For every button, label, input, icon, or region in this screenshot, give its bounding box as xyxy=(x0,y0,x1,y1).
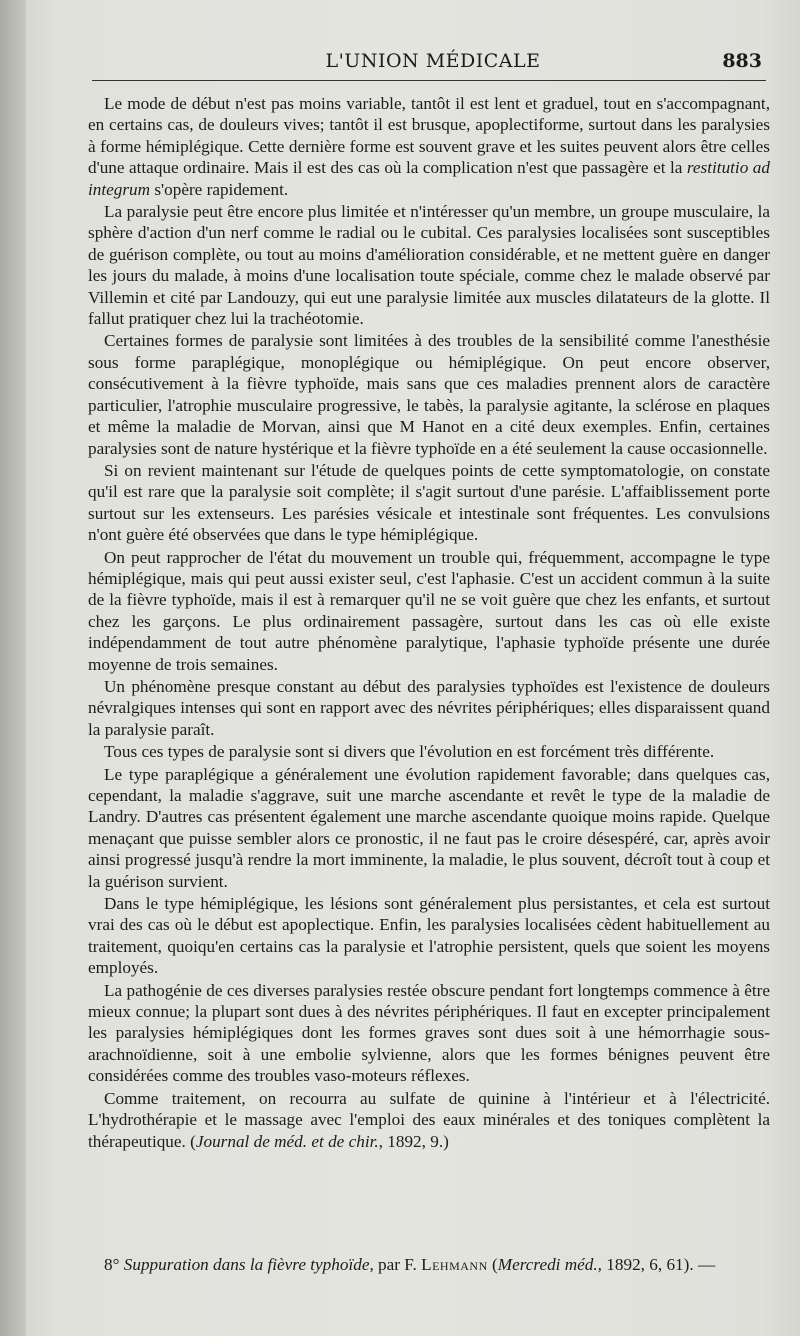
paragraph-10: La pathogénie de ces diverses paralysies restée obscure pendant fort longtemps commence à être mieux connue; la plupart sont dues à des névrites périphériques. Il faut en excepter principalement les paralysies hémiplégiques dont les formes graves sont dues soit à une hémorrhagie sous-arachnoïdienne, soit à une embolie sylvienne, alors que les formes bénignes peuvent être considérées comme des troubles vaso-moteurs réflexes. xyxy=(88,980,770,1086)
header-rule xyxy=(92,80,766,81)
treatment-text: Comme traitement, on recourra au sulfate de quinine à l'intérieur et à l'électricité. L'hydrothérapie et le massage avec l'emploi des eaux minérales et des toniques complètent la thérapeutique. ( xyxy=(88,1088,770,1151)
paragraph-4: Si on revient maintenant sur l'étude de quelques points de cette symptomatologie, on constate qu'il est rare que la paralysie soit complète; il s'agit surtout d'une parésie. L'affaiblissement porte surtout sur les extenseurs. Les parésies vésicale et intestinale sont fréquentes. Les convulsions n'ont guère été observées que dans le type hémiplégique. xyxy=(88,460,770,545)
paragraph-8: Le type paraplégique a généralement une évolution rapidement favorable; dans quelques cas, cependant, la maladie s'aggrave, suit une marche ascendante et revêt le type de la maladie de Landry. D'autres cas présentent également une marche ascendante quoique moins rapide. Quelque menaçant que puisse sembler alors ce pronostic, il ne faut pas le croire désespéré, car, après avoir ainsi progressé jusqu'à rendre la mort imminente, la maladie, le plus souvent, décroît tout à coup et la guérison survient. xyxy=(88,764,770,891)
paragraph-11 xyxy=(88,1088,770,1152)
citation-journal: Journal de méd. et de chir. xyxy=(195,1131,379,1151)
source-open: ( xyxy=(492,1255,498,1274)
source-rest: 1892, 6, 61). — xyxy=(606,1255,716,1274)
item-by: par xyxy=(378,1255,400,1274)
item-number: 8° xyxy=(104,1255,120,1274)
page-binding-edge xyxy=(0,0,26,1336)
paragraph-1-end: s'opère rapidement. xyxy=(150,179,289,199)
author-initial: F. xyxy=(404,1255,417,1274)
article-body xyxy=(88,93,770,1152)
paragraph-6: Un phénomène presque constant au début des paralysies typhoïdes est l'existence de douleurs névralgiques intenses qui sont en rapport avec des névrites périphériques; elles disparaissent quand la paralysie paraît. xyxy=(88,676,770,739)
item-title: Suppuration dans la fièvre typhoïde, xyxy=(123,1255,374,1274)
citation-rest: , 1892, 9.) xyxy=(378,1131,449,1151)
paragraph-9: Dans le type hémiplégique, les lésions sont généralement plus persistantes, et cela est surtout vrai des cas où le début est apoplectique. Enfin, les paralysies localisées cèdent habituellement au traitement, quoiqu'en certains cas la paralysie et l'atrophie persistent, quels que soient les moyens employés. xyxy=(88,894,770,978)
paragraph-2: La paralysie peut être encore plus limitée et n'intéresser qu'un membre, un groupe musculaire, la sphère d'action d'un nerf comme le radial ou le cubital. Ces paralysies localisées sont susceptibles de guérison complète, ou tout au moins d'amélioration considérable, et ne mettent guère en danger les jours du malade, à moins d'une localisation toute spéciale, comme chez le malade observé par Villemin et cité par Landouzy, qui eut une paralysie limitée aux muscles dilatateurs de la glotte. Il fallut pratiquer chez lui la trachéotomie. xyxy=(88,202,770,329)
running-head xyxy=(96,48,770,76)
running-title: L'UNION MÉDICALE xyxy=(325,50,541,72)
paragraph-1-text: Le mode de début n'est pas moins variable, tantôt il est lent et graduel, tout en s'accompagnant, en certains cas, de douleurs vives; tantôt il est brusque, apoplectiforme, surtout dans les paralysies à forme hémiplégique. Cette dernière forme est souvent grave et les suites peuvent alors être celles d'une attaque ordinaire. Mais il est des cas où la complication n'est que passagère et la xyxy=(88,94,770,178)
paragraph-1 xyxy=(88,93,770,200)
source-journal: Mercredi méd., xyxy=(497,1255,602,1274)
paragraph-5: On peut rapprocher de l'état du mouvement un trouble qui, fréquemment, accompagne le type hémiplégique, mais qui peut aussi exister seul, c'est l'aphasie. C'est un accident commun à la suite de la fièvre typhoïde, mais il est à remarquer qu'il ne se voit guère que chez les enfants, et surtout chez les garçons. Le plus ordinairement passagère, surtout dans les cas où elle existe indépendamment de tout autre phénomène paralytique, l'aphasie typhoïde présente une durée moyenne de trois semaines. xyxy=(88,547,770,674)
page-number: 883 xyxy=(722,50,762,72)
latin-phrase: restitutio ad integrum xyxy=(88,158,770,199)
paragraph-7: Tous ces types de paralysie sont si divers que l'évolution en est forcément très différente. xyxy=(104,742,715,762)
paragraph-3: Certaines formes de paralysie sont limitées à des troubles de la sensibilité comme l'anesthésie sous forme paraplégique, monoplégique ou hémiplégique. On peut encore observer, consécutivement à la fièvre typhoïde, mais sans que ces maladies prennent alors de caractère particulier, l'atrophie musculaire progressive, le tabès, la paralysie agitante, la sclérose en plaques et même la maladie de Morvan, ainsi que M Hanot en a cité deux exemples. Enfin, certaines paralysies sont de nature hystérique et la fièvre typhoïde en a été seulement la cause occasionnelle. xyxy=(88,331,770,458)
next-item-heading xyxy=(104,1255,770,1275)
author-name: Lehmann xyxy=(421,1255,488,1274)
